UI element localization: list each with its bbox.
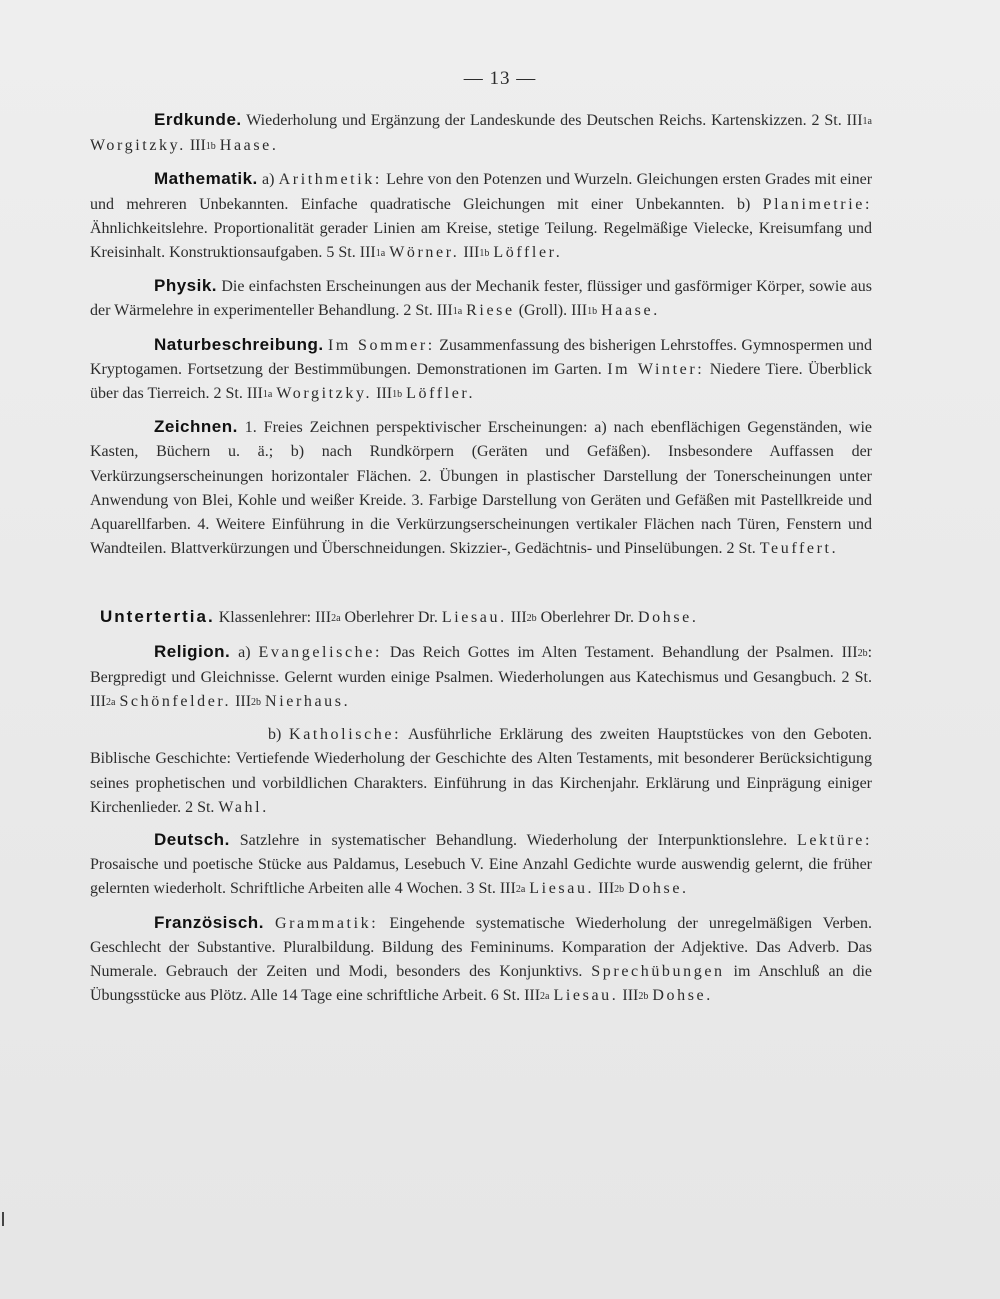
class-code: 1a [862,116,872,127]
physik-text: Die einfachsten Erscheinungen aus der Mechanik fester, flüssiger und gasförmiger Körper, sowie aus der Wärmelehre in experimenteller Behandlung. 2 St. III [90,278,873,320]
religion-a-text-2: : Bergpredigt und Gleichnisse. Gelernt wurden einige Psalmen. Wiederholungen aus Katechismus und Gesangbuch. 2 St. III [90,643,873,711]
math-a-text: Lehre von den Potenzen und Wurzeln. Gleichungen ersten Grades mit einer und mehreren Unbekannten. Einfache quadratische Gleichungen mit einer Unbekannten. [90,171,873,213]
teacher-name: Liesau. [553,987,619,1005]
religion-paragraph-a [90,640,872,716]
class-code: 1a [262,389,273,401]
winter-label: Im Winter: [607,360,705,378]
teacher-name: Riese [466,302,515,320]
naturbeschreibung-paragraph [90,333,872,408]
math-planimetrie: Planimetrie: [762,195,873,213]
teacher-name: Wörner. [389,244,460,262]
teacher-name: Worgitzky. [276,385,373,403]
class-code: 1a [375,248,386,260]
deutsch-paragraph [90,828,872,903]
class-code: 1b [205,141,216,153]
grammatik-label: Grammatik: [274,914,379,932]
religion-heading: Religion. [154,641,231,661]
zeichnen-text: 1. Freies Zeichnen perspektivischer Erscheinungen: a) nach ebenflächigen Gegenständen, wie Kasten, Büchern u. ä.; b) nach Rundkörpern (Geräten und Gefäßen). Insbesondere Auffassen der Verkürzungserscheinungen horizontaler Flächen. 2. Übungen in plastischer Darstellung der Tonerscheinungen unter Anwendung von Blei, Kohle und weißer Kreide. 3. Farbige Darstellung von Geräten und Gefäßen mit Pastellkreide und Aquarellfarben. 4. Weitere Einführung in die Verkürzungserscheinungen vertikaler Flächen nach Türen, Fenstern und Wandteilen. Blattverkürzungen und Überschneidungen. Skizzier-, Gedächtnis- und Pinselübungen. 2 St. [90,419,873,558]
physik-heading: Physik. [154,276,218,296]
physik-paragraph [90,274,872,324]
class-code: 2b [638,991,649,1003]
untertertia-text-2: Oberlehrer Dr. [344,609,438,627]
class-code: 2b [614,884,625,896]
class-code: 1b [392,389,403,401]
religion-b-label: b) [268,726,290,744]
teacher-name: Liesau. [529,880,595,898]
teacher-note: (Groll). [518,302,568,320]
teacher-name: Löffler. [493,244,563,262]
untertertia-paragraph [90,605,872,631]
untertertia-text-1: Klassenlehrer: III [218,609,332,627]
lektuere-label: Lektüre: [797,832,873,850]
untertertia-heading: Untertertia. [100,607,215,627]
religion-a-text-1: Das Reich Gottes im Alten Testament. Behandlung der Psalmen. III [389,643,858,661]
religion-a-label: a) [238,643,259,661]
class-code: 1a [452,306,463,318]
teacher-name: Worgitzky. [90,137,186,155]
class-prefix: III [598,880,615,898]
teacher-name: Nierhaus. [265,693,351,711]
mathematik-heading: Mathematik. [154,169,258,189]
math-arithmetik: Arithmetik: [278,171,382,189]
erdkunde-paragraph [90,108,872,159]
teacher-name: Wahl. [218,798,269,816]
zeichnen-heading: Zeichnen. [154,417,238,437]
class-code: 2a [105,697,116,709]
religion-katholische: Katholische: [289,726,402,744]
teacher-name: Teuffert. [759,540,839,558]
class-code: 1b [479,248,490,260]
math-a-label: a) [261,171,279,189]
deutsch-text-2: Prosaische und poetische Stücke aus Paldamus, Lesebuch V. Eine Anzahl Gedichte wurde auswendig gelernt, die früher gelernten wiederholt. Schriftliche Arbeiten alle 4 Wochen. 3 St. III [90,856,872,898]
class-code: 2a [515,884,526,896]
naturbeschreibung-heading: Naturbeschreibung. [154,334,324,354]
teacher-name: Dohse. [652,987,713,1005]
teacher-name: Liesau. [441,609,507,627]
teacher-name: Dohse. [637,609,699,627]
class-code: 2a [540,991,550,1003]
untertertia-text-3: Oberlehrer Dr. [540,609,634,627]
zeichnen-paragraph [90,415,872,561]
erdkunde-heading: Erdkunde. [154,110,242,129]
mathematik-paragraph [90,167,872,266]
class-code: 2b [857,647,868,659]
franz-text-1: Eingehende systematische Wiederholung der unregelmäßigen Verben. Geschlecht der Substantive. Pluralbildung. Bildung des Femininums. Komparation der Adjektive. Das Adverb. Das Numerale. Gebrauch der Zeiten und Modi, besonders des Konjunktivs. [90,914,873,981]
teacher-name: Löffler. [406,385,476,403]
upper-section [90,108,872,1010]
teacher-name: Schönfelder. [119,693,232,711]
class-code: 2b [251,697,262,709]
math-b-label: b) [736,195,763,213]
class-prefix: III [622,987,639,1005]
scan-edge-mark [2,1212,4,1226]
summer-label: Im Sommer: [328,336,435,354]
natur-text-1: Zusammenfassung des bisherigen Lehrstoffes. Gymnospermen und Kryptogamen. Fortsetzung der Bestimmübungen. Demonstrationen im Garten. [90,336,872,378]
class-prefix: III [510,609,527,627]
deutsch-text-1: Satzlehre in systematischer Behandlung. Wiederholung der Interpunktionslehre. [239,832,788,850]
class-prefix: III [376,385,393,403]
class-prefix: III [235,693,252,711]
class-code: 2b [526,613,537,625]
franzoesisch-heading: Französisch. [154,912,264,932]
deutsch-heading: Deutsch. [154,830,230,850]
page-number: — 13 — [463,68,537,89]
erdkunde-text: Wiederholung und Ergänzung der Landeskunde des Deutschen Reichs. Kartenskizzen. 2 St. III [246,112,863,129]
religion-paragraph-b [90,723,872,820]
class-code: 2a [331,613,341,625]
franzoesisch-paragraph [90,911,872,1010]
teacher-name: Haase. [219,137,279,155]
religion-evangelische: Evangelische: [258,643,383,661]
teacher-name: Haase. [601,302,660,320]
class-prefix: III [571,302,588,320]
class-code: 1b [587,306,598,318]
franz-text-2: im Anschluß an die Übungsstücke aus Plötz. Alle 14 Tage eine schriftliche Arbeit. 6 St. III [90,963,873,1005]
class-prefix: III [463,244,480,262]
religion-b-text: Ausführliche Erklärung des zweiten Hauptstückes von den Geboten. Biblische Geschichte: Vertiefende Wiederholung der Geschichte des Alten Testaments, mit besonderer Berücksichtigung seines prophetischen und vorbildlichen Charakters. Einführung in das Kirchenjahr. Erklärung und Einprägung einiger Kirchenlieder. 2 St. [90,726,873,816]
sprechuebungen-label: Sprechübungen [591,963,725,981]
math-b-text: Ähnlichkeitslehre. Proportionalität gerader Linien am Kreise, stetige Teilung. Regelmäßige Vielecke, Kreisumfang und Kreisinhalt. Konstruktionsaufgaben. 5 St. III [90,219,872,262]
natur-text-2: Niedere Tiere. Überblick über das Tierreich. 2 St. III [90,360,873,403]
class-prefix: III [189,137,206,155]
teacher-name: Dohse. [628,880,689,898]
